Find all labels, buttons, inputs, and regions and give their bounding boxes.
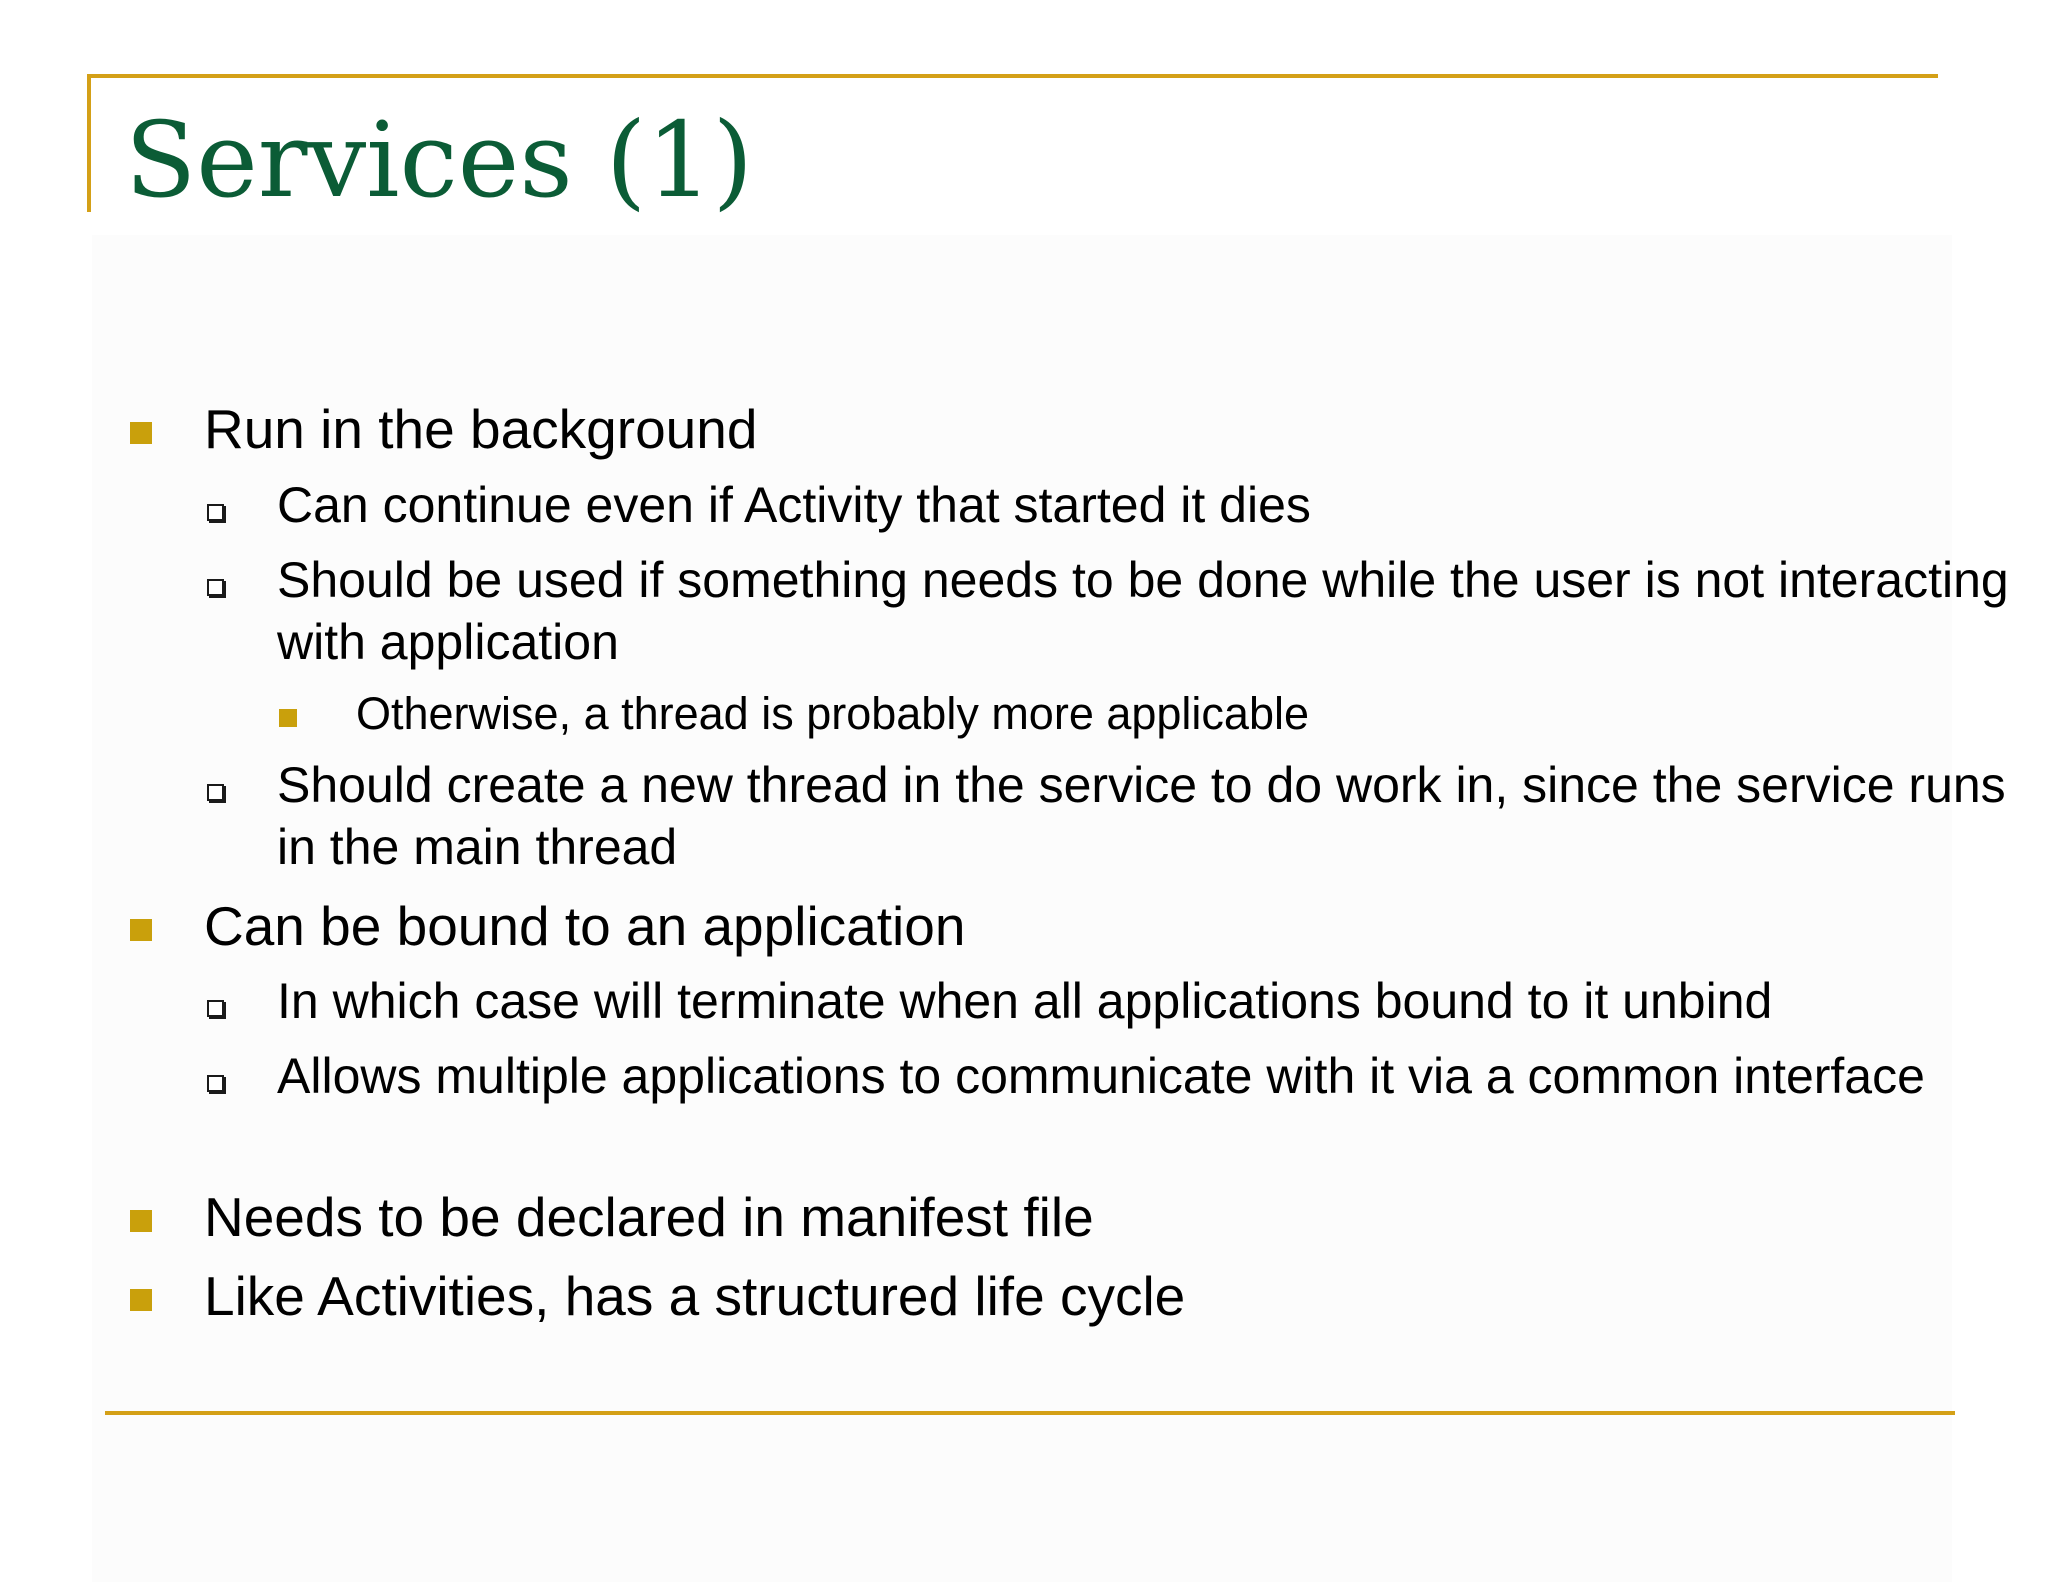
sub-bullet-text: Should be used if something needs to be done while the user is not interacting with application — [277, 552, 2009, 670]
hollow-square-bullet-icon — [207, 504, 224, 521]
sub-sub-bullet-text: Otherwise, a thread is probably more applicable — [356, 688, 1309, 739]
square-bullet-icon — [279, 709, 297, 727]
square-bullet-icon — [130, 1210, 152, 1232]
hollow-square-bullet-icon — [207, 579, 224, 596]
sub-bullet-text: Can continue even if Activity that started it dies — [277, 477, 1311, 533]
bottom-rule — [105, 1411, 1955, 1415]
square-bullet-icon — [130, 1289, 152, 1311]
bullet-text: Run in the background — [204, 398, 758, 460]
square-bullet-icon — [130, 919, 152, 941]
bullet-text: Like Activities, has a structured life cycle — [204, 1265, 1186, 1327]
sub-bullet-text: Should create a new thread in the service to do work in, since the service runs in the main thread — [277, 757, 2006, 875]
hollow-square-bullet-icon — [207, 1075, 224, 1092]
square-bullet-icon — [130, 422, 152, 444]
hollow-square-bullet-icon — [207, 784, 224, 801]
bullet-text: Can be bound to an application — [204, 895, 966, 957]
sub-bullet-text: In which case will terminate when all applications bound to it unbind — [277, 973, 1773, 1029]
top-rule — [87, 74, 1938, 78]
slide-title: Services (1) — [125, 99, 754, 221]
bullet-text: Needs to be declared in manifest file — [204, 1186, 1094, 1248]
sub-bullet-text: Allows multiple applications to communicate with it via a common interface — [277, 1048, 1925, 1104]
hollow-square-bullet-icon — [207, 1000, 224, 1017]
left-rule — [87, 74, 91, 212]
